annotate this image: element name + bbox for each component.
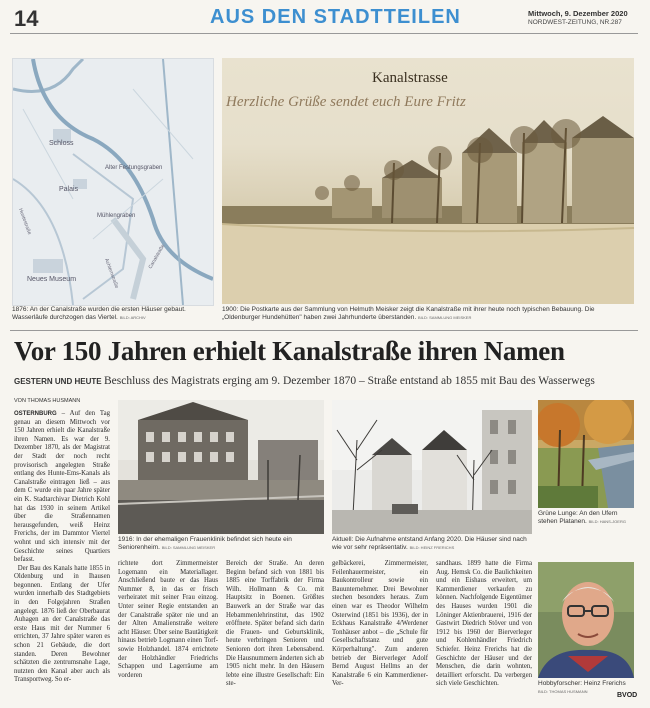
street-credit: BILD: HEINZ FRERICHS bbox=[409, 545, 455, 550]
article-subline: Beschluss des Magistrats erging am 9. Dezember 1870 – Straße entstand ab 1855 mit Bau des Wasserwegs bbox=[104, 375, 595, 387]
article-kicker: GESTERN UND HEUTE bbox=[14, 377, 102, 386]
map-label-muehlengraben: Mühlengraben bbox=[97, 213, 136, 219]
street-photo bbox=[332, 400, 532, 534]
portrait-photo bbox=[538, 562, 634, 678]
top-rule bbox=[10, 330, 638, 331]
map-label-canalstrasse: Canalstraße bbox=[147, 243, 167, 270]
postcard-credit: BILD: SAMMLUNG MEISKER bbox=[418, 315, 472, 320]
clinic-photo-drawing bbox=[118, 400, 324, 534]
portrait-credit: BILD: THOMAS HUSMANN bbox=[538, 689, 588, 694]
street-photo-drawing bbox=[332, 400, 532, 534]
article-column-1: OSTERNBURG – Auf den Tag genau an diesem Mittwoch vor 150 Jahren erhielt die Kanalstraße ihren Namen. Es war der 9. Dezember 1870, als der Magistrat der Stadt der noch recht provisorisch angelegten Straße entlang des Hunte-Ems-Kanals als Canalstraße eintragen ließ – aus dem C wurde ein paar Jahre später ein K. Stadtarchivar Dietrich Kohl hat das 1930 in seinem Artikel über die Straßennamen herausgefunden, weiß Heinz Frerichs, der im Dammtor Viertel wohnt und sich intensiv mit der Geschichte seines Quartiers befasst. Der Bau des Kanals hatte 1855 in Oldenburg und in Ihausen begonnen. Entlang der Ufer wurden innerhalb des Stadtgebiets in den Folgejahren Straßen angelegt. 1876 ließ der Oberbaurat Auhagen an der Canalstraße das erste Haus mit der Nummer 6 errichten, 37 Jahre später waren es schon 21 Gebäude, die dort standen. Deren Bewohner schätzten die zentrumsnahe Lage, nutzten den Kanal aber auch als Transportweg. So er- bbox=[14, 410, 110, 684]
clinic-credit: BILD: SAMMLUNG MEISKER bbox=[161, 545, 216, 550]
portrait-photo-drawing bbox=[538, 562, 634, 678]
clinic-photo bbox=[118, 400, 324, 534]
portrait-caption: Hobbyforscher: Heinz Frerichs BILD: THOMAS HUSMANN bbox=[538, 680, 626, 694]
postcard-title: Kanalstrasse bbox=[372, 70, 448, 86]
canal-photo bbox=[538, 400, 634, 508]
map-label-museum: Neues Museum bbox=[27, 276, 77, 283]
postcard-caption: 1900: Die Postkarte aus der Sammlung von Helmuth Meisker zeigt die Kanalstraße mit ihrer heute noch typischen Bebauung. Die „Oldenburger Hundehütten" haben zwei Jahrhunderte überstanden. BILD: SAMMLUNG MEISKER bbox=[222, 306, 595, 321]
map-label-festungsgraben: Alter Festungsgraben bbox=[105, 165, 163, 171]
map-caption: 1876: An der Canalstraße wurden die ersten Häuser gebaut. Wasserläufe durchzogen das Viertel. BILD: ARCHIV bbox=[12, 306, 186, 321]
clinic-caption: 1916: In der ehemaligen Frauenklinik befindet sich heute ein Seniorenheim. BILD: SAMMLUNG MEISKER bbox=[118, 536, 292, 551]
paper-issue: NORDWEST-ZEITUNG, NR.287 bbox=[528, 19, 622, 26]
postcard-handwriting: Herzliche Grüße sendet euch Eure Fritz bbox=[226, 94, 466, 110]
footer-brand: BVOD bbox=[617, 692, 638, 699]
canal-caption: Grüne Lunge: An den Ufern stehen Platanen. BILD: HANS-JOERG bbox=[538, 510, 626, 525]
historic-map-drawing bbox=[13, 59, 213, 305]
canal-credit: BILD: HANS-JOERG bbox=[588, 519, 626, 524]
article-column-4: gelbäckerei, Zimmermeister, Feilenhauermeister, ein Baukontrolleur sowie ein Bauunternehmer. Drei Bewohner stechen besonders heraus. Zum einen war es Theodor Wilhelm Osterwind (1851 bis 1936), der in Eckhaus Kanalstraße 4/Werdener Tonhäuser anbot – die „Schule für Gesellschaftstanz und gute Körperhaltung". Zum anderen betrieb der Bierverleger Adolf Bernd August Hellms an der Kanalstraße 6 ein Kammerdiener-Ver- bbox=[332, 560, 428, 688]
issue-date: Mittwoch, 9. Dezember 2020 bbox=[528, 9, 628, 18]
article-column-3: Bereich der Straße. An deren Beginn befand sich von 1881 bis 1885 eine Torffabrik der Firma Wilh. Hollmann & Co. mit Hauptsitz in Boenen. Größtes Bauwerk an der Straße war das Hebammenlehrinstitut, das 1902 eröffnete. Später befand sich darin die Frauen- und Geburtsklinik, heute verbringen Senioren und Senioren dort ihren Lebensabend. Die Hausnummern änderten sich ab 1905 nicht mehr. In den Häusern lebte eine illustre Gesellschaft: Ein ste- bbox=[226, 560, 324, 688]
canal-photo-drawing bbox=[538, 400, 634, 508]
map-label-huntestrasse: Huntestraße bbox=[17, 207, 33, 236]
header-rule bbox=[10, 33, 638, 34]
postcard-drawing bbox=[222, 58, 634, 304]
map-label-palais: Palais bbox=[59, 186, 79, 193]
dateline: OSTERNBURG bbox=[14, 411, 57, 417]
map-credit: BILD: ARCHIV bbox=[119, 315, 146, 320]
street-caption: Aktuell: Die Aufnahme entstand Anfang 2020. Die Häuser sind nach wie vor sehr repräsentativ. BILD: HEINZ FRERICHS bbox=[332, 536, 527, 551]
map-label-schloss: Schloss bbox=[49, 140, 74, 147]
postcard-image bbox=[222, 58, 634, 304]
article-column-5: sandhaus. 1899 hatte die Firma Aug. Hemsk Co. die Baulichkeiten und ein Eishaus erweitert, um Kammerdiener verkaufen zu können. Nachfolgende Eigentümer des Hauses wurden 1901 die Löninger Aktienbrauerei, 1916 der Gastwirt Diedrich Stöver und von 1912 bis 1960 der Bierverleger und Kohlenhändler Friedrich Schiefer. Heinz Frerichs hat die Geschichte der Häuser und der Menschen, die darin wohnten, detailliert erforscht. Da verbergen sich viele Geschichten. bbox=[436, 560, 532, 688]
map-label-achternstrasse: Achternstraße bbox=[103, 257, 120, 290]
article-headline: Vor 150 Jahren erhielt Kanalstraße ihren Namen bbox=[14, 336, 565, 366]
page-number: 14 bbox=[14, 6, 39, 31]
section-title: AUS DEN STADTTEILEN bbox=[210, 6, 461, 28]
historic-map-image bbox=[12, 58, 214, 306]
article-author: VON THOMAS HUSMANN bbox=[14, 398, 81, 404]
article-column-2: richtete dort Zimmermeister Logemann ein Materiallager. Anschließend baute er das Haus Nummer 8, in das er frisch verheiratet mit seiner Frau einzog. Unter seiner Regie entstanden an der Canalstraße später nie und an der Alten Amalienstraße weitere acht Häuser. Über seine Bautätigkeit hinaus betrieb Logmann einen Torf- sowie Holzhandel. 1874 errichtete der Holzhändler Friedrichs Schappen und Lagerräume am vorderen bbox=[118, 560, 218, 679]
